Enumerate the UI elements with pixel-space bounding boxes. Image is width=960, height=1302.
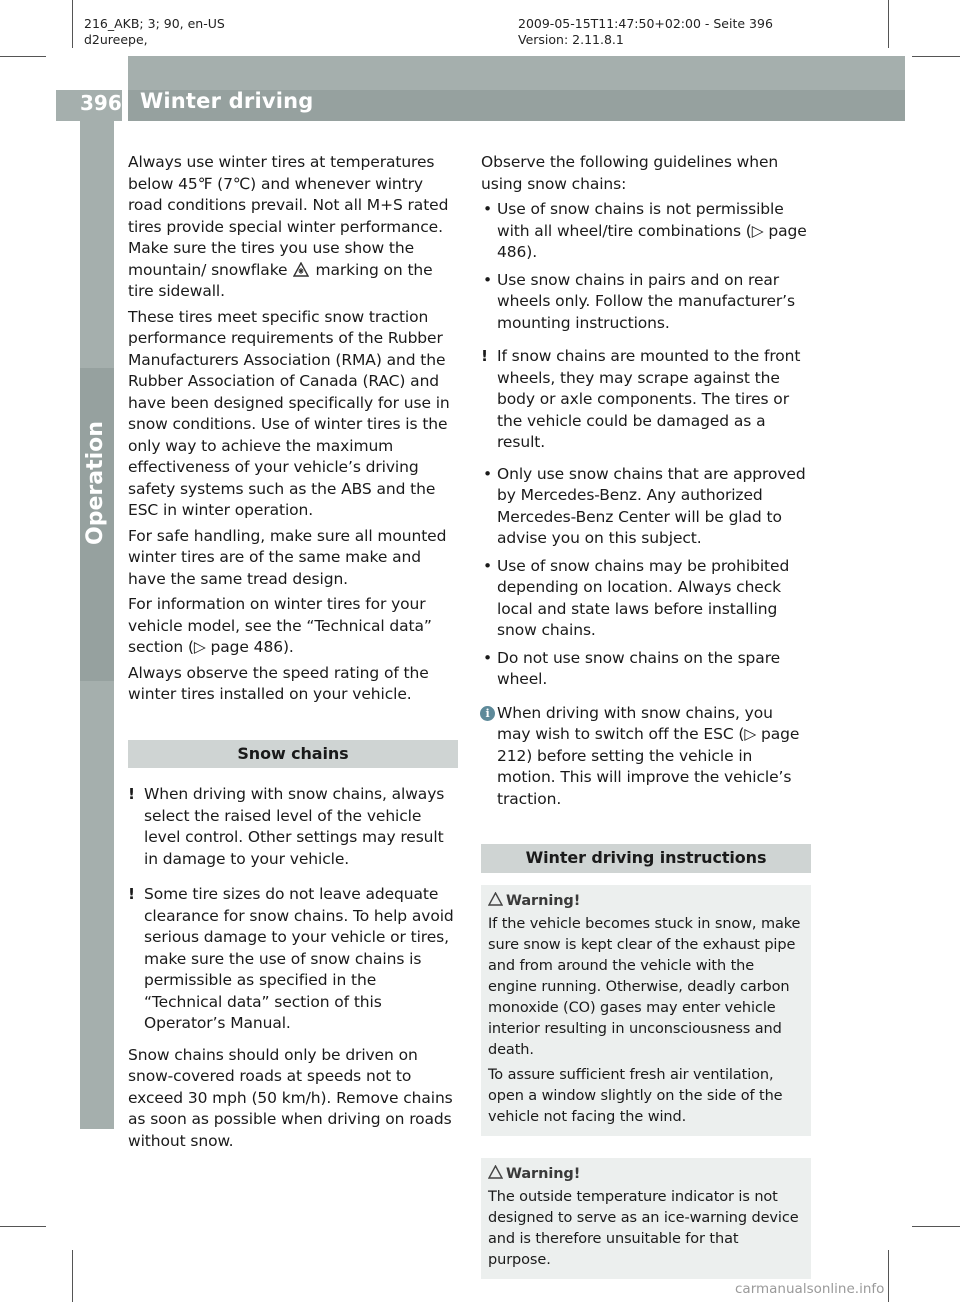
warning-triangle-icon <box>488 1165 503 1179</box>
caution-note <box>128 884 458 1035</box>
warning-heading <box>488 1164 803 1185</box>
crop-mark <box>0 56 46 57</box>
note-text: If snow chains are mounted to the front wheels, they may scrape against the body or axle components. The tires or the vehicle could be damaged as a result. <box>497 347 801 451</box>
crop-mark <box>912 1226 960 1227</box>
crop-mark <box>72 0 73 48</box>
bullet-icon: • <box>483 556 493 575</box>
list-item <box>481 199 811 264</box>
caution-icon: ! <box>128 885 135 903</box>
paragraph-text: marking on the tire sidewall. <box>128 260 433 300</box>
list-item-text: Do not use snow chains on the spare wheel. <box>497 648 781 688</box>
print-meta-right <box>518 16 773 48</box>
warning-text: The outside temperature indicator is not designed to serve as an ice-warning device and is therefore unsuitable for that purpose. <box>488 1188 799 1268</box>
warning-text: To assure sufficient fresh air ventilation, open a window slightly on the side of the vehicle not facing the wind. <box>488 1066 783 1125</box>
paragraph: Snow chains should only be driven on snow-covered roads at speeds not to exceed 30 mph (50 km/h). Remove chains as soon as possible when driving on roads without snow. <box>128 1045 453 1150</box>
paragraph: Observe the following guidelines when using snow chains: <box>481 153 779 193</box>
warning-label: Warning! <box>506 892 581 909</box>
left-column <box>128 152 458 1156</box>
list-item <box>481 464 811 550</box>
warning-text: If the vehicle becomes stuck in snow, make sure snow is kept clear of the exhaust pipe and from around the vehicle with the engine running. Otherwise, deadly carbon monoxide (CO) gases may enter vehicle interior resulting in unconsciousness and death. <box>488 915 801 1058</box>
list-item <box>481 270 811 335</box>
paragraph <box>128 152 458 303</box>
list-item <box>481 556 811 642</box>
info-icon: i <box>480 706 495 721</box>
warning-label: Warning! <box>506 1165 581 1182</box>
print-meta-left <box>84 16 225 48</box>
list-item-text: Use of snow chains may be prohibited depending on location. Always check local and state laws before installing snow chains. <box>497 556 790 639</box>
warning-heading <box>488 891 803 912</box>
print-meta-line: d2ureepe, <box>84 32 148 47</box>
print-meta-line: 2009-05-15T11:47:50+02:00 - Seite 396 <box>518 16 773 31</box>
info-note <box>481 703 811 811</box>
side-tab <box>80 121 114 1129</box>
paragraph: For information on winter tires for your vehicle model, see the “Technical data” section (▷ page 486). <box>128 595 432 656</box>
warning-triangle-icon <box>488 892 503 906</box>
crop-mark <box>888 1250 889 1302</box>
watermark: carmanualsonline.info <box>735 1281 885 1297</box>
bullet-icon: • <box>483 200 493 218</box>
paragraph: These tires meet specific snow traction performance requirements of the Rubber Manufacturers Association (RMA) and the Rubber Association of Canada (RAC) and have been designed specifically for use in snow conditions. Use of winter tires is the only way to achieve the maximum effectiveness of your vehicle’s driving safety systems such as the ABS and the ESC in winter operation. <box>128 307 450 519</box>
caution-icon: ! <box>481 347 488 365</box>
list-item-text: Use snow chains in pairs and on rear wheels only. Follow the manufacturer’s mounting instructions. <box>497 270 795 332</box>
list-item <box>481 648 811 691</box>
page-number: 396 <box>80 91 122 115</box>
warning-box <box>481 885 811 1136</box>
print-meta-line: 216_AKB; 3; 90, en-US <box>84 16 225 31</box>
caution-icon: ! <box>128 785 135 803</box>
caution-note <box>481 346 811 454</box>
list-item-text: Use of snow chains is not permissible with all wheel/tire combinations (▷ page 486). <box>497 200 807 261</box>
crop-mark <box>0 1226 46 1227</box>
section-heading-snow-chains: Snow chains <box>128 740 458 769</box>
right-column <box>481 152 811 1293</box>
mountain-snowflake-icon <box>293 262 309 277</box>
paragraph: Always observe the speed rating of the winter tires installed on your vehicle. <box>128 663 429 703</box>
paragraph-text: Always use winter tires at temperatures below 45℉ (7℃) and whenever wintry road conditions prevail. Not all M+S rated tires provide special winter performance. Make sure the tires you use show the mountain/ snowflake <box>128 153 449 279</box>
bullet-icon: • <box>483 270 493 289</box>
note-text: When driving with snow chains, you may wish to switch off the ESC (▷ page 212) before setting the vehicle in motion. This will improve the vehicle’s traction. <box>497 703 800 808</box>
crop-mark <box>72 1250 73 1302</box>
list-item-text: Only use snow chains that are approved by Mercedes-Benz. Any authorized Mercedes-Benz Center will be glad to advise you on this subject. <box>497 464 806 547</box>
warning-box <box>481 1158 811 1279</box>
print-meta-line: Version: 2.11.8.1 <box>518 32 624 47</box>
side-tab-label: Operation <box>83 421 108 545</box>
note-text: Some tire sizes do not leave adequate clearance for snow chains. To help avoid serious damage to your vehicle or tires, make sure the use of snow chains is permissible as specified in the “Technical data” section of this Operator’s Manual. <box>144 885 454 1032</box>
note-text: When driving with snow chains, always select the raised level of the vehicle level control. Other settings may result in damage to your vehicle. <box>144 785 445 868</box>
paragraph: For safe handling, make sure all mounted winter tires are of the same make and have the same tread design. <box>128 526 447 588</box>
crop-mark <box>888 0 889 48</box>
section-heading-winter-instructions: Winter driving instructions <box>481 844 811 873</box>
bullet-icon: • <box>483 464 493 483</box>
page-title: Winter driving <box>140 89 314 113</box>
caution-note <box>128 784 458 870</box>
crop-mark <box>912 56 960 57</box>
bullet-icon: • <box>483 648 493 667</box>
